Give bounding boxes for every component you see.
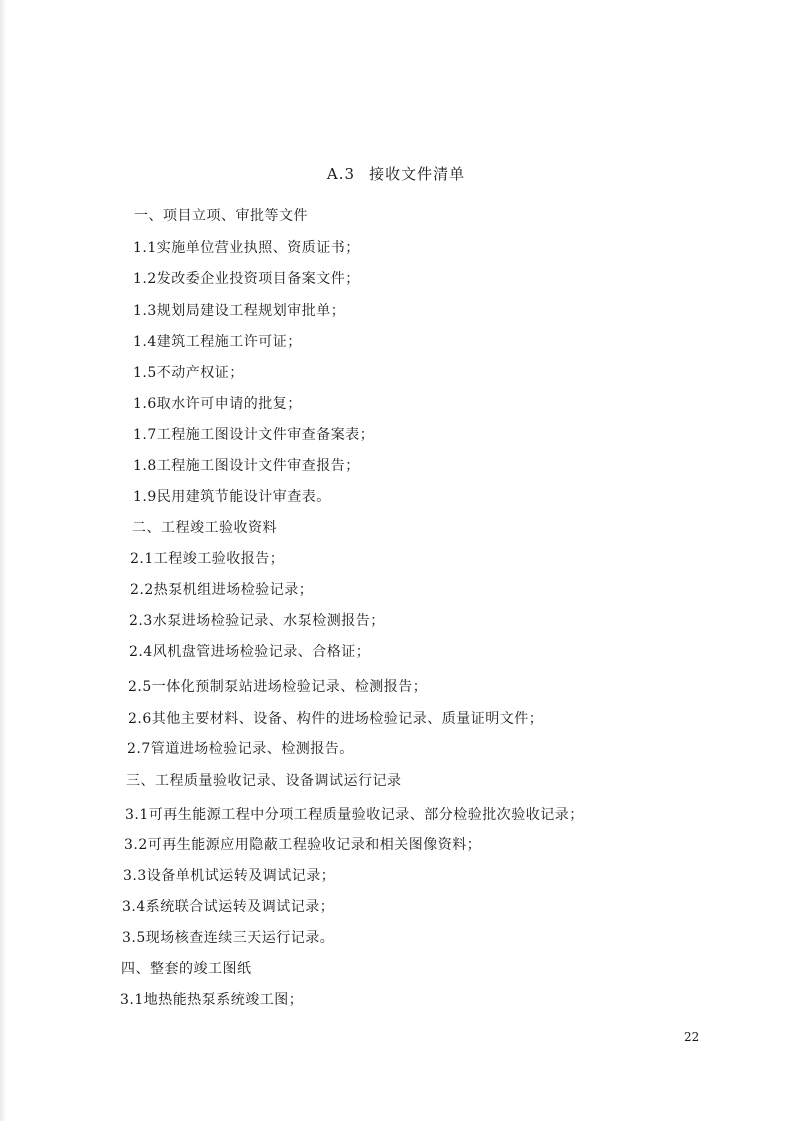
heading-3: 三、工程质量验收记录、设备调试运行记录 xyxy=(126,773,402,789)
list-item: 1.8工程施工图设计文件审查报告； xyxy=(133,458,360,474)
heading-2: 二、工程竣工验收资料 xyxy=(132,520,277,536)
section-title xyxy=(0,163,792,184)
page-number: 22 xyxy=(684,1030,700,1044)
list-item: 1.6取水许可申请的批复； xyxy=(133,396,302,412)
list-item: 1.1实施单位营业执照、资质证书； xyxy=(133,240,360,256)
list-item: 1.2发改委企业投资项目备案文件； xyxy=(133,271,360,287)
list-item: 2.4风机盘管进场检验记录、合格证； xyxy=(129,644,371,660)
section-number: A.3 xyxy=(326,165,356,183)
list-item: 2.5一体化预制泵站进场检验记录、检测报告； xyxy=(128,679,428,695)
list-item: 2.7管道进场检验记录、检测报告。 xyxy=(127,741,354,757)
list-item: 3.3设备单机试运转及调试记录； xyxy=(123,868,336,884)
list-item: 3.1可再生能源工程中分项工程质量验收记录、部分检验批次验收记录； xyxy=(125,807,584,823)
list-item: 2.3水泵进场检验记录、水泵检测报告； xyxy=(129,613,385,629)
list-item: 1.9民用建筑节能设计审查表。 xyxy=(133,489,331,505)
list-item: 3.2可再生能源应用隐蔽工程验收记录和相关图像资料； xyxy=(124,837,482,853)
list-item: 3.4系统联合试运转及调试记录； xyxy=(122,899,335,915)
list-item: 1.4建筑工程施工许可证； xyxy=(133,334,302,350)
list-item: 2.1工程竣工验收报告； xyxy=(130,551,285,567)
list-item: 1.3规划局建设工程规划审批单； xyxy=(133,303,346,319)
list-item: 1.7工程施工图设计文件审查备案表； xyxy=(133,427,375,443)
list-item: 2.6其他主要材料、设备、构件的进场检验记录、质量证明文件； xyxy=(128,711,544,727)
heading-4: 四、整套的竣工图纸 xyxy=(121,961,252,977)
list-item: 3.1地热能热泵系统竣工图； xyxy=(120,992,304,1008)
section-title-text: 接收文件清单 xyxy=(369,165,466,183)
heading-1: 一、项目立项、审批等文件 xyxy=(134,208,308,224)
list-item: 1.5不动产权证； xyxy=(133,365,244,381)
list-item: 3.5现场核查连续三天运行记录。 xyxy=(122,930,335,946)
list-item: 2.2热泵机组进场检验记录； xyxy=(130,582,314,598)
